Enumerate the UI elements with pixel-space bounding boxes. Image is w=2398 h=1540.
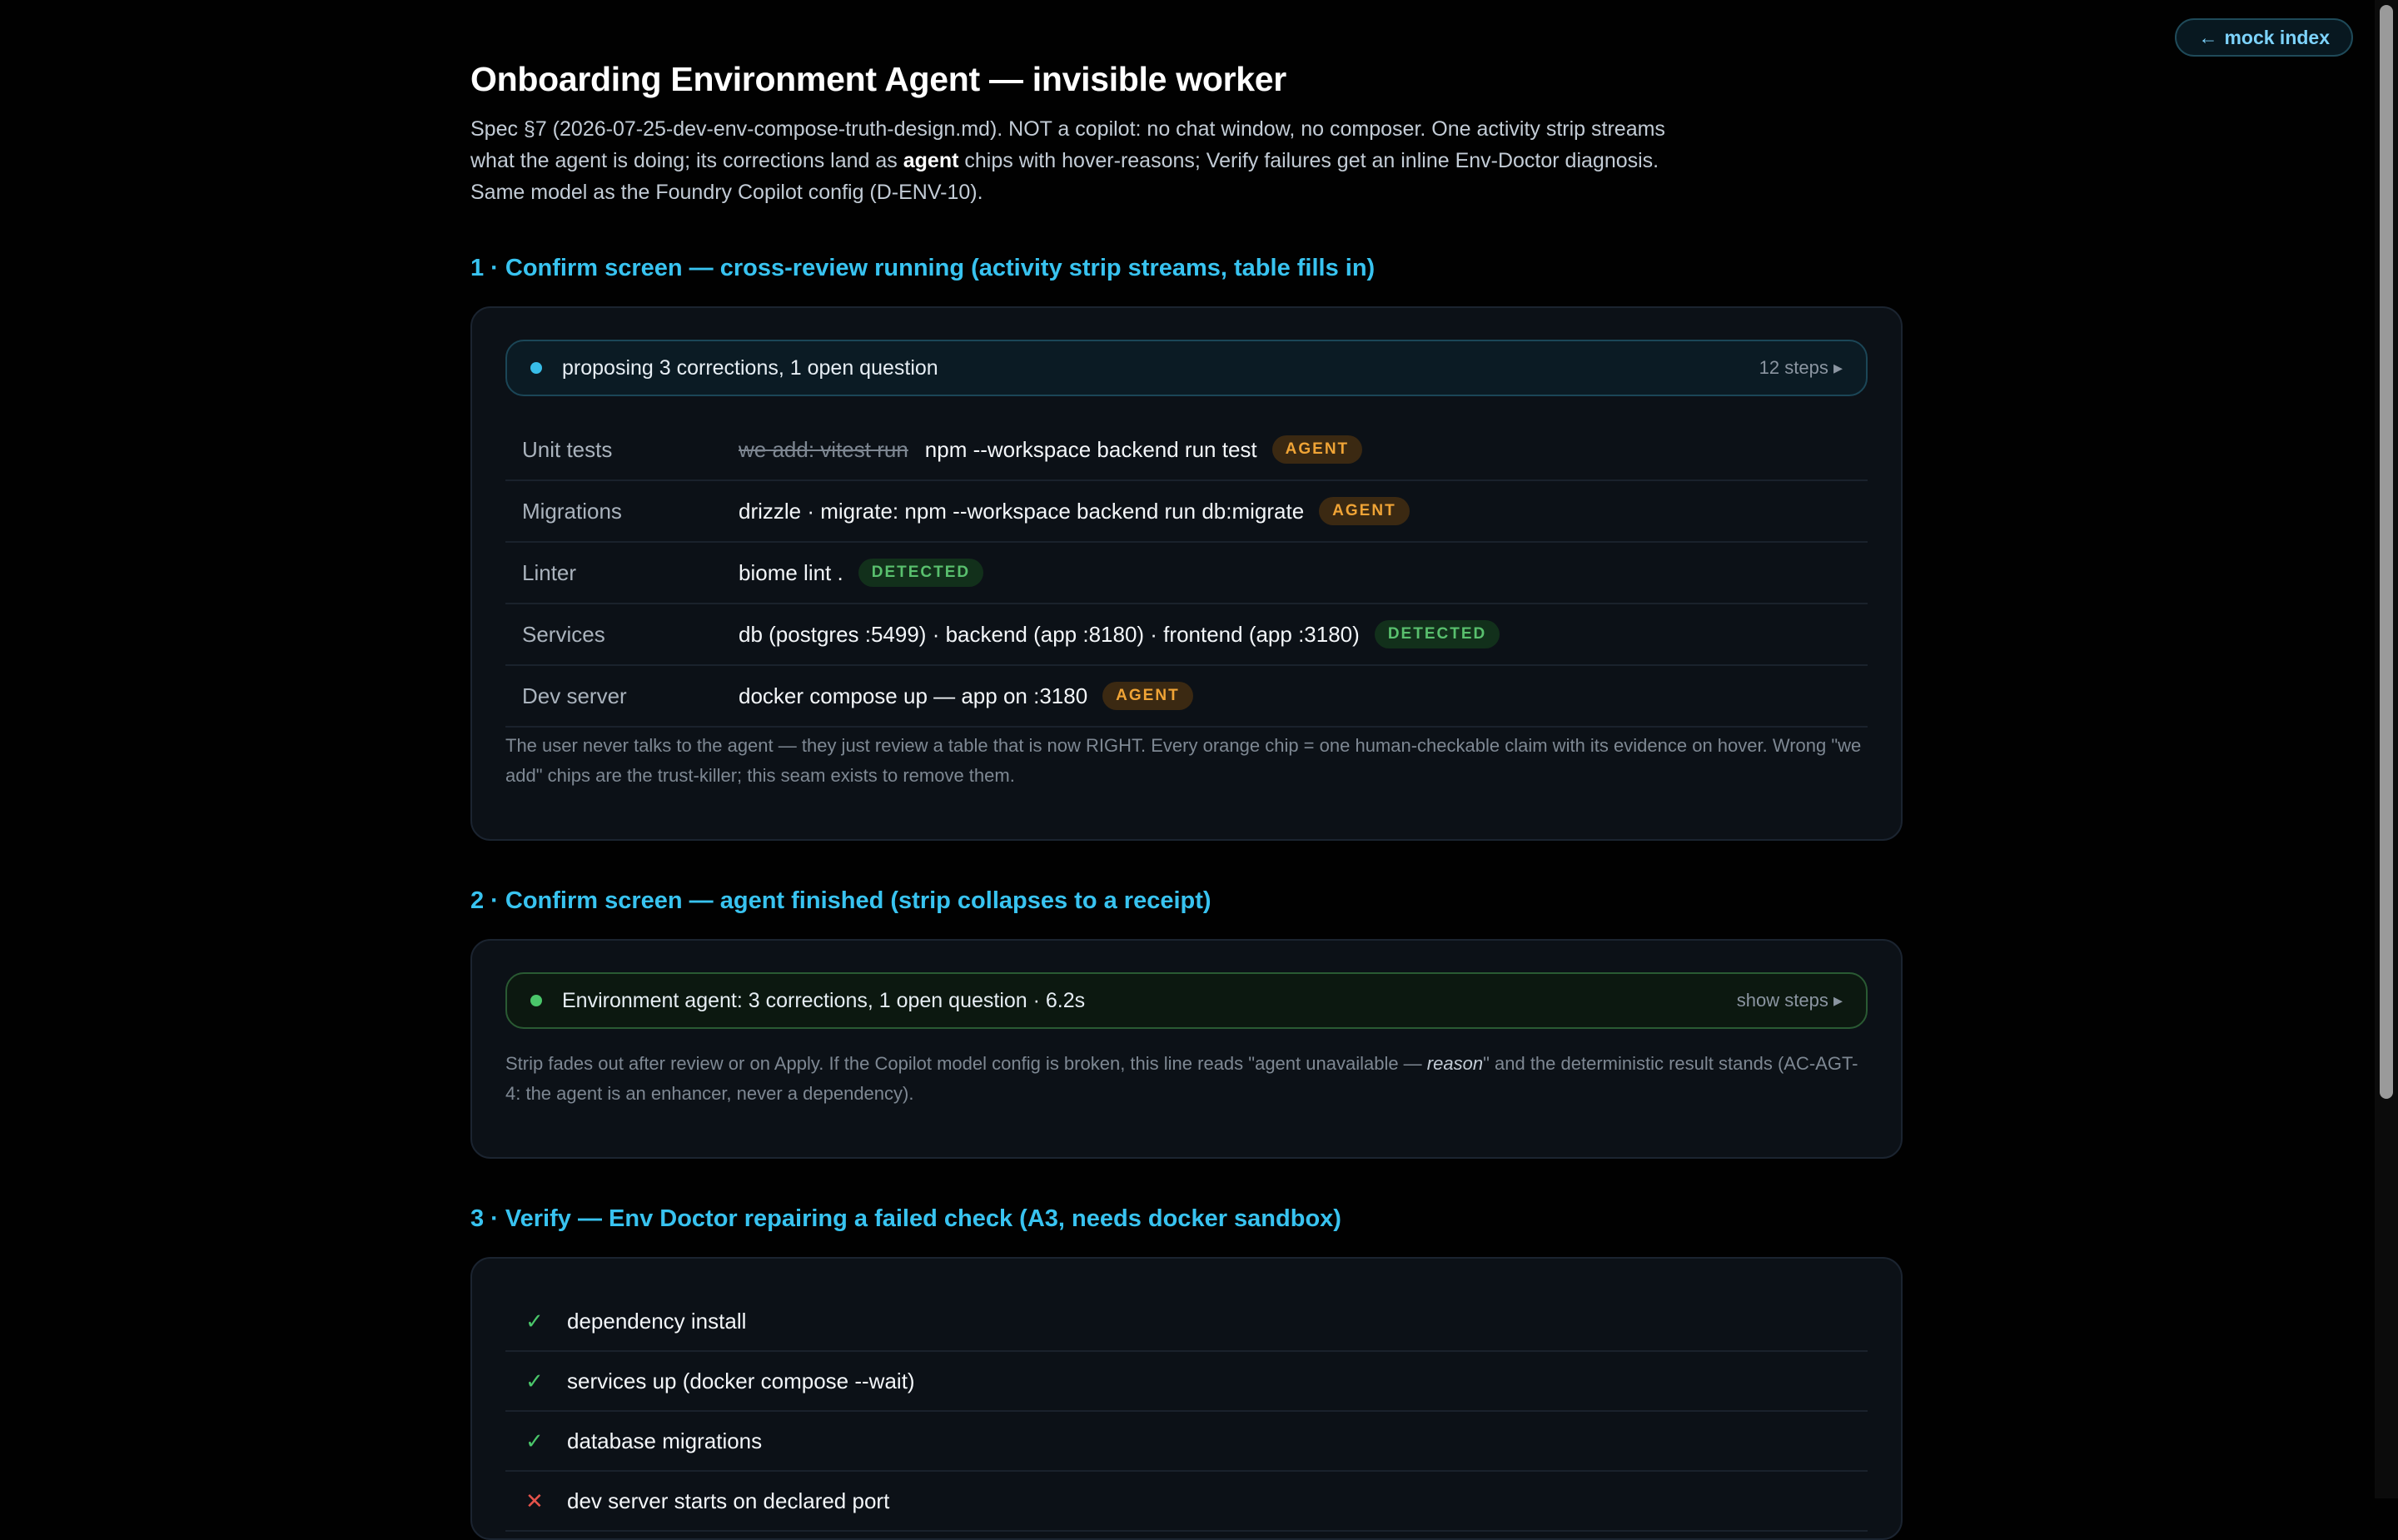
agent-chip[interactable]: AGENT <box>1102 682 1193 710</box>
section-3-card <box>470 1257 1903 1540</box>
receipt-strip <box>505 972 1868 1029</box>
row-value <box>739 497 1410 525</box>
note-text-2: " and the deterministic result stands (AC-AGT-4: the agent is an enhancer, never a dependency). <box>505 1053 1858 1104</box>
value-text: biome lint . <box>739 559 843 585</box>
value-text: db (postgres :5499) · backend (app :8180) · frontend (app :3180) <box>739 621 1360 647</box>
lead-bold: agent <box>903 149 959 172</box>
value-text: npm --workspace backend run test <box>924 436 1257 462</box>
detected-chip[interactable]: DETECTED <box>1375 620 1500 648</box>
section-2-card <box>470 939 1903 1159</box>
mock-index-button[interactable] <box>2175 18 2353 57</box>
row-value <box>739 435 1362 464</box>
row-label: Migrations <box>522 498 622 524</box>
section-1-card <box>470 306 1903 841</box>
row-value <box>739 682 1193 710</box>
receipt-strip-text: Environment agent: 3 corrections, 1 open question · 6.2s <box>562 988 1086 1012</box>
section-2-title: 2 · Confirm screen — agent finished (strip collapses to a receipt) <box>470 887 1211 914</box>
value-text: docker compose up — app on :3180 <box>739 683 1088 708</box>
verify-checklist <box>505 1292 1868 1532</box>
note-italic: reason <box>1426 1053 1484 1074</box>
row-value <box>739 559 983 587</box>
row-label: Linter <box>522 559 577 585</box>
table-row <box>505 543 1868 604</box>
section-2-note <box>505 1049 1868 1109</box>
check-label: database migrations <box>567 1428 763 1453</box>
check-label: services up (docker compose --wait) <box>567 1368 915 1393</box>
detected-chip[interactable]: DETECTED <box>858 559 983 587</box>
status-dot-icon <box>530 995 542 1006</box>
check-icon: ✓ <box>525 1308 544 1334</box>
section-1-note: The user never talks to the agent — they just review a table that is now RIGHT. Every orange chip = one human-checkable claim with its evidence on hover. Wrong "we add" chips are the trust-killer; this seam exists to remove them. <box>505 735 1862 786</box>
status-dot-icon <box>530 362 542 374</box>
list-item <box>505 1352 1868 1412</box>
lead-text-1: Spec §7 (2026-07-25-dev-env-compose-truth-design.md). NOT a copilot: no chat window, no composer. One activity strip streams what the agent is doing; its corrections land as <box>470 117 1665 172</box>
table-row <box>505 604 1868 666</box>
list-item <box>505 1412 1868 1472</box>
table-row <box>505 420 1868 481</box>
lead-text-2: chips with hover-reasons; Verify failures get an inline Env-Doctor diagnosis. Same model as the Foundry Copilot config (D-ENV-10). <box>470 149 1659 204</box>
agent-chip[interactable]: AGENT <box>1272 435 1363 464</box>
table-row <box>505 666 1868 728</box>
activity-strip <box>505 340 1868 396</box>
section-1-title: 1 · Confirm screen — cross-review running (activity strip streams, table fills in) <box>470 255 1376 281</box>
config-table <box>505 420 1868 728</box>
steps-toggle[interactable]: 12 steps ▸ <box>1759 357 1843 378</box>
mock-index-label: mock index <box>2224 26 2330 48</box>
check-icon: ✓ <box>525 1428 544 1453</box>
section-3-title: 3 · Verify — Env Doctor repairing a failed check (A3, needs docker sandbox) <box>470 1205 1341 1232</box>
row-label: Services <box>522 621 605 647</box>
scrollbar-thumb[interactable] <box>2380 5 2393 1099</box>
list-item <box>505 1472 1868 1532</box>
table-row <box>505 481 1868 543</box>
value-text: drizzle · migrate: npm --workspace backend run db:migrate <box>739 498 1305 524</box>
row-value <box>739 620 1500 648</box>
scrollbar[interactable] <box>2375 0 2398 1498</box>
page-title: Onboarding Environment Agent — invisible worker <box>470 60 1286 98</box>
show-steps-toggle[interactable]: show steps ▸ <box>1736 990 1843 1011</box>
check-label: dev server starts on declared port <box>567 1488 890 1513</box>
row-label: Unit tests <box>522 436 613 462</box>
struck-value: we add: vitest run <box>739 436 908 462</box>
agent-chip[interactable]: AGENT <box>1319 497 1410 525</box>
arrow-left-icon: ← <box>2198 26 2218 48</box>
check-label: dependency install <box>567 1308 747 1334</box>
fail-x-icon: ✕ <box>525 1488 544 1513</box>
note-text-1: Strip fades out after review or on Apply. If the Copilot model config is broken, this line reads "agent unavailable — <box>505 1053 1427 1074</box>
activity-strip-text: proposing 3 corrections, 1 open question <box>562 355 938 380</box>
row-label: Dev server <box>522 683 627 708</box>
page-lead <box>470 113 1669 208</box>
list-item <box>505 1292 1868 1352</box>
check-icon: ✓ <box>525 1368 544 1393</box>
